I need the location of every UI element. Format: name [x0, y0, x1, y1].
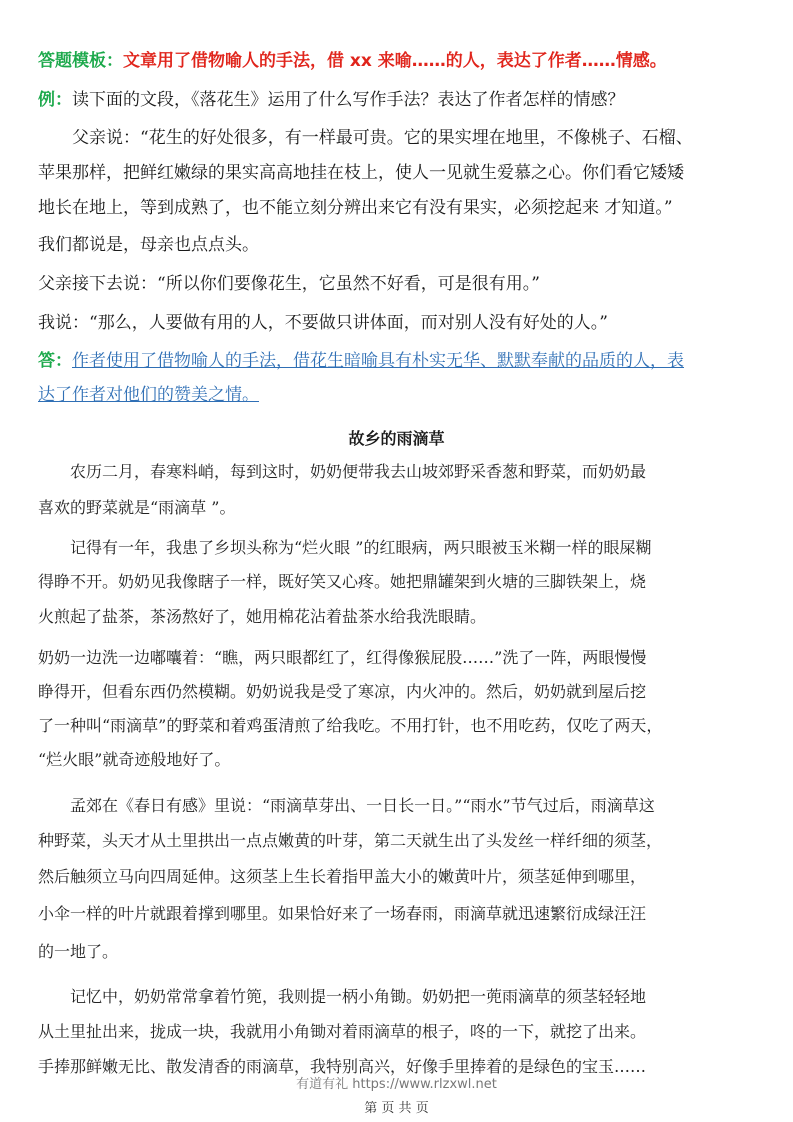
passage-line: 地长在地上，等到成熟了，也不能立刻分辨出来它有没有果实，必须挖起来 才知道。” — [38, 198, 673, 218]
article-line: 记忆中，奶奶常常拿着竹篼，我则提一柄小角锄。奶奶把一蔸雨滴草的须茎轻轻地 — [38, 987, 647, 1006]
answer-template — [38, 50, 758, 72]
example-question-text: 读下面的文段，《落花生》运用了什么写作手法？表达了作者怎样的情感？ — [72, 90, 625, 110]
article-line: 小伞一样的叶片就跟着撑到哪里。如果恰好来了一场春雨，雨滴草就迅速繁衍成绿汪汪 — [38, 904, 647, 923]
article-line: 了一种叫“雨滴草”的野菜和着鸡蛋清煎了给我吃。不用打针，也不用吃药，仅吃了两天， — [38, 716, 663, 735]
answer-label: 答： — [38, 351, 72, 371]
article-title: 故乡的雨滴草 — [348, 429, 445, 448]
passage-line: 父亲说：“花生的好处很多，有一样最可贵。它的果实埋在地里，不像桃子、石榴、 — [38, 128, 693, 148]
article-line: 种野菜，头天才从土里拱出一点点嫩黄的叶芽，第二天就生出了头发丝一样纤细的须茎， — [38, 831, 663, 850]
article-line: 火煎起了盐茶，茶汤熬好了，她用棉花沾着盐茶水给我洗眼睛。 — [38, 607, 487, 626]
article-line: 孟郊在《春日有感》里说：“雨滴草芽出、一日长一日。”“雨水”节气过后，雨滴草这 — [38, 796, 655, 815]
page-footer: 第 页 共 页 — [364, 1101, 429, 1116]
article-line: 记得有一年，我患了乡坝头称为“烂火眼 ”的红眼病，两只眼被玉米糊一样的眼屎糊 — [38, 538, 652, 557]
passage-line: 苹果那样，把鲜红嫩绿的果实高高地挂在枝上，使人一见就生爱慕之心。你们看它矮矮 — [38, 163, 684, 183]
article-line: 从土里扯出来，拢成一块，我就用小角锄对着雨滴草的根子，咚的一下，就挖了出来。 — [38, 1022, 647, 1041]
passage-line: 我说：“那么，人要做有用的人，不要做只讲体面，而对别人没有好处的人。” — [38, 313, 608, 333]
article-line: 得睁不开。奶奶见我像瞎子一样，既好笑又心疼。她把鼎罐架到火塘的三脚铁架上，烧 — [38, 572, 647, 591]
example-label: 例： — [38, 90, 72, 110]
passage-line: 我们都说是，母亲也点点头。 — [38, 235, 259, 255]
article-line: 然后触须立马向四周延伸。这须茎上生长着指甲盖大小的嫩黄叶片，须茎延伸到哪里， — [38, 867, 647, 886]
article-line: 睁得开，但看东西仍然模糊。奶奶说我是受了寒凉，内火冲的。然后，奶奶就到屋后挖 — [38, 682, 647, 701]
article-line: 喜欢的野菜就是“雨滴草 ”。 — [38, 498, 236, 517]
article-line: 奶奶一边洗一边嘟囔着：“瞧，两只眼都红了，红得像猴屁股……”洗了一阵，两眼慢慢 — [38, 648, 647, 667]
article-line: 手捧那鲜嫩无比、散发清香的雨滴草，我特别高兴，好像手里捧着的是绿色的宝玉…… — [38, 1057, 647, 1076]
answer-line-2: 达了作者对他们的赞美之情。 — [38, 385, 259, 405]
article-line: “烂火眼”就奇迹般地好了。 — [38, 750, 231, 769]
example-question — [38, 89, 758, 111]
answer-line-1 — [38, 350, 758, 372]
template-text: 文章用了借物喻人的手法，借 xx 来喻……的人，表达了作者……情感。 — [123, 51, 667, 71]
article-line: 农历二月，春寒料峭，每到这时，奶奶便带我去山坡郊野采香葱和野菜，而奶奶最 — [38, 462, 647, 481]
answer-text-1: 作者使用了借物喻人的手法，借花生暗喻具有朴实无华、默默奉献的品质的人，表 — [72, 351, 684, 371]
watermark: 有道有礼 https://www.rlzxwl.net — [296, 1077, 497, 1092]
passage-line: 父亲接下去说：“所以你们要像花生，它虽然不好看，可是很有用。” — [38, 274, 540, 294]
template-label: 答题模板： — [38, 51, 123, 71]
article-line: 的一地了。 — [38, 942, 119, 961]
